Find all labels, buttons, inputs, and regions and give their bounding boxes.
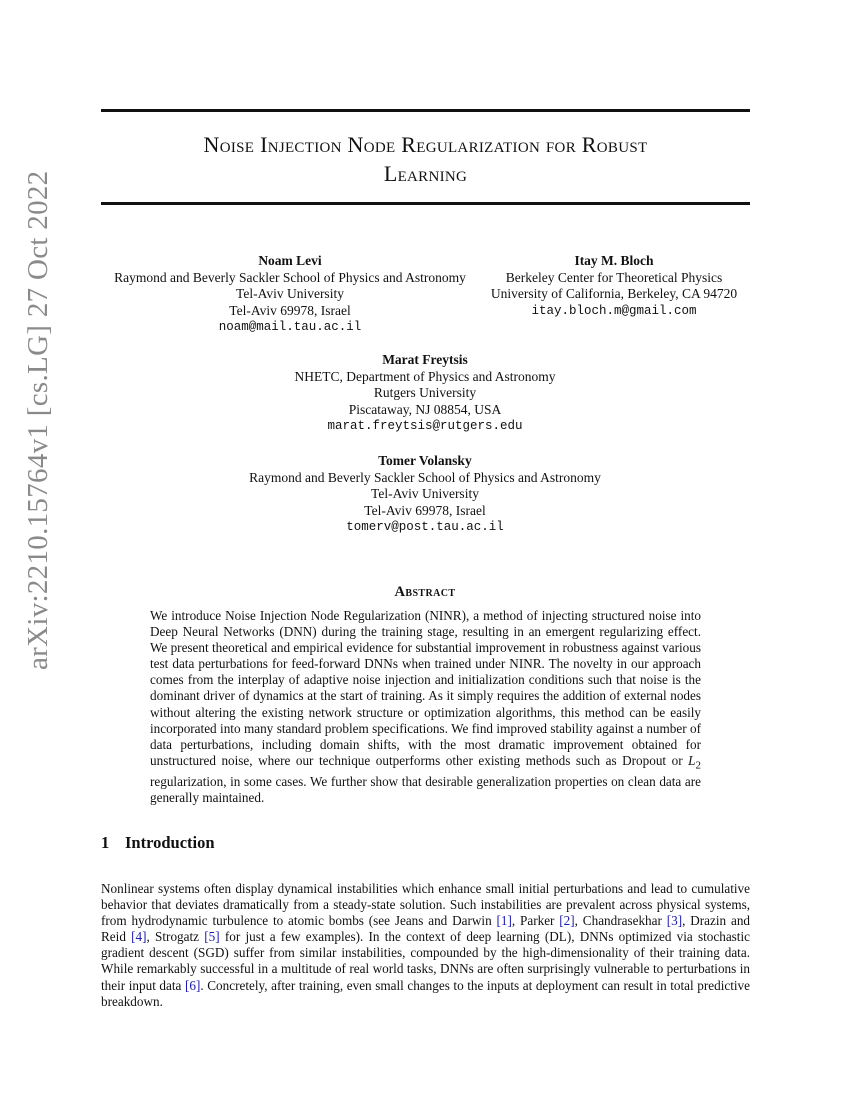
section-number: 1 <box>101 833 110 852</box>
section-heading-introduction <box>101 833 215 853</box>
author-affiliation: Raymond and Beverly Sackler School of Physics and Astronomy <box>249 469 601 485</box>
author-name: Itay M. Bloch <box>574 253 654 268</box>
title-top-rule <box>101 109 750 112</box>
abstract-heading: Abstract <box>394 584 456 600</box>
author-name: Tomer Volansky <box>378 453 472 468</box>
author-institution: Rutgers University <box>373 385 477 400</box>
author-email[interactable]: itay.bloch.m@gmail.com <box>531 303 697 318</box>
author-affiliation: NHETC, Department of Physics and Astronomy <box>294 368 556 384</box>
intro-text: , Drazin and Reid <box>101 913 751 945</box>
author-institution: Tel-Aviv University <box>236 286 344 301</box>
section-title: Introduction <box>125 833 215 852</box>
citation-link[interactable]: [5] <box>204 929 220 945</box>
author-block-bloch <box>474 253 754 319</box>
author-address: Tel-Aviv 69978, Israel <box>229 302 351 318</box>
introduction-body <box>101 881 750 1010</box>
author-affiliation: Raymond and Beverly Sackler School of Physics and Astronomy <box>114 269 466 285</box>
intro-text: Nonlinear systems often display dynamical instabilities which enhance small initial perturbations and lead to cumulative behavior that deviates dramatically from a steady-state solution. Such instabilities are prevalent across physical systems, from hydrodynamic turbulence to atomic bombs (see Jeans and Darwin <box>101 881 750 929</box>
citation-link[interactable]: [4] <box>131 929 147 945</box>
author-block-volansky <box>225 453 625 536</box>
citation-link[interactable]: [6] <box>184 977 201 993</box>
abstract-text: regularization, in some cases. We further show that desirable generalization properties on clean data are generally maintained. <box>150 773 701 805</box>
paper-title-line-2: Learning <box>383 161 468 186</box>
intro-text: . Concretely, after training, even small changes to the inputs at deployment can result in total predictive breakdown. <box>101 977 751 1009</box>
author-block-freytsis <box>225 352 625 435</box>
author-name: Marat Freytsis <box>382 352 468 367</box>
title-bottom-rule <box>101 202 750 205</box>
author-name: Noam Levi <box>258 253 322 268</box>
author-institution: University of California, Berkeley, CA 94720 <box>490 286 738 301</box>
math-subscript: 2 <box>695 759 701 772</box>
arxiv-identifier: arXiv:2210.15764v1 [cs.LG] 27 Oct 2022 <box>22 170 54 670</box>
author-institution: Tel-Aviv University <box>371 486 479 501</box>
intro-text: , Strogatz <box>146 929 205 945</box>
abstract-body <box>150 608 701 806</box>
abstract-text: We introduce Noise Injection Node Regularization (NINR), a method of injecting structured noise into Deep Neural Networks (DNN) during the training stage, resulting in an emergent regularizing effect. We present theoretical and empirical evidence for substantial improvement in robustness against various test data perturbations for feed-forward DNNs when trained under NINR. The novelty in our approach comes from the interplay of adaptive noise injection and initialization conditions such that noise is the dominant driver of dynamics at the start of training. As it simply requires the addition of external nodes without altering the existing network structure or optimization algorithms, this method can be easily incorporated into many standard problem specifications. We find improved stability against a number of data perturbations, including domain shifts, with the most dramatic improvement obtained for unstructured noise, where our technique outperforms other existing methods such as Dropout or <box>150 608 701 768</box>
intro-text: , Chandrasekhar <box>574 913 667 929</box>
author-affiliation: Berkeley Center for Theoretical Physics <box>505 269 723 285</box>
paper-title-line-1: Noise Injection Node Regularization for Robust <box>203 132 648 157</box>
author-address: Piscataway, NJ 08854, USA <box>348 401 502 417</box>
citation-link[interactable]: [2] <box>559 913 575 929</box>
author-block-levi <box>100 253 480 336</box>
math-symbol: L <box>688 752 696 768</box>
intro-text: , Parker <box>511 913 560 929</box>
citation-link[interactable]: [3] <box>666 913 683 929</box>
citation-link[interactable]: [1] <box>496 913 512 929</box>
intro-text: for just a few examples). In the context of deep learning (DL), DNNs optimized via stochastic gradient descent (SGD) suffer from similar instabilities, compounded by the high-dimensionality of their training data. While remarkably successful in a multitude of real world tasks, DNNs are often surprisingly vulnerable to perturbations in their input data <box>101 929 750 993</box>
paper-title <box>101 130 750 188</box>
author-email[interactable]: marat.freytsis@rutgers.edu <box>327 419 523 433</box>
author-email[interactable]: noam@mail.tau.ac.il <box>218 320 362 334</box>
author-address: Tel-Aviv 69978, Israel <box>364 502 486 518</box>
author-email[interactable]: tomerv@post.tau.ac.il <box>346 520 504 534</box>
